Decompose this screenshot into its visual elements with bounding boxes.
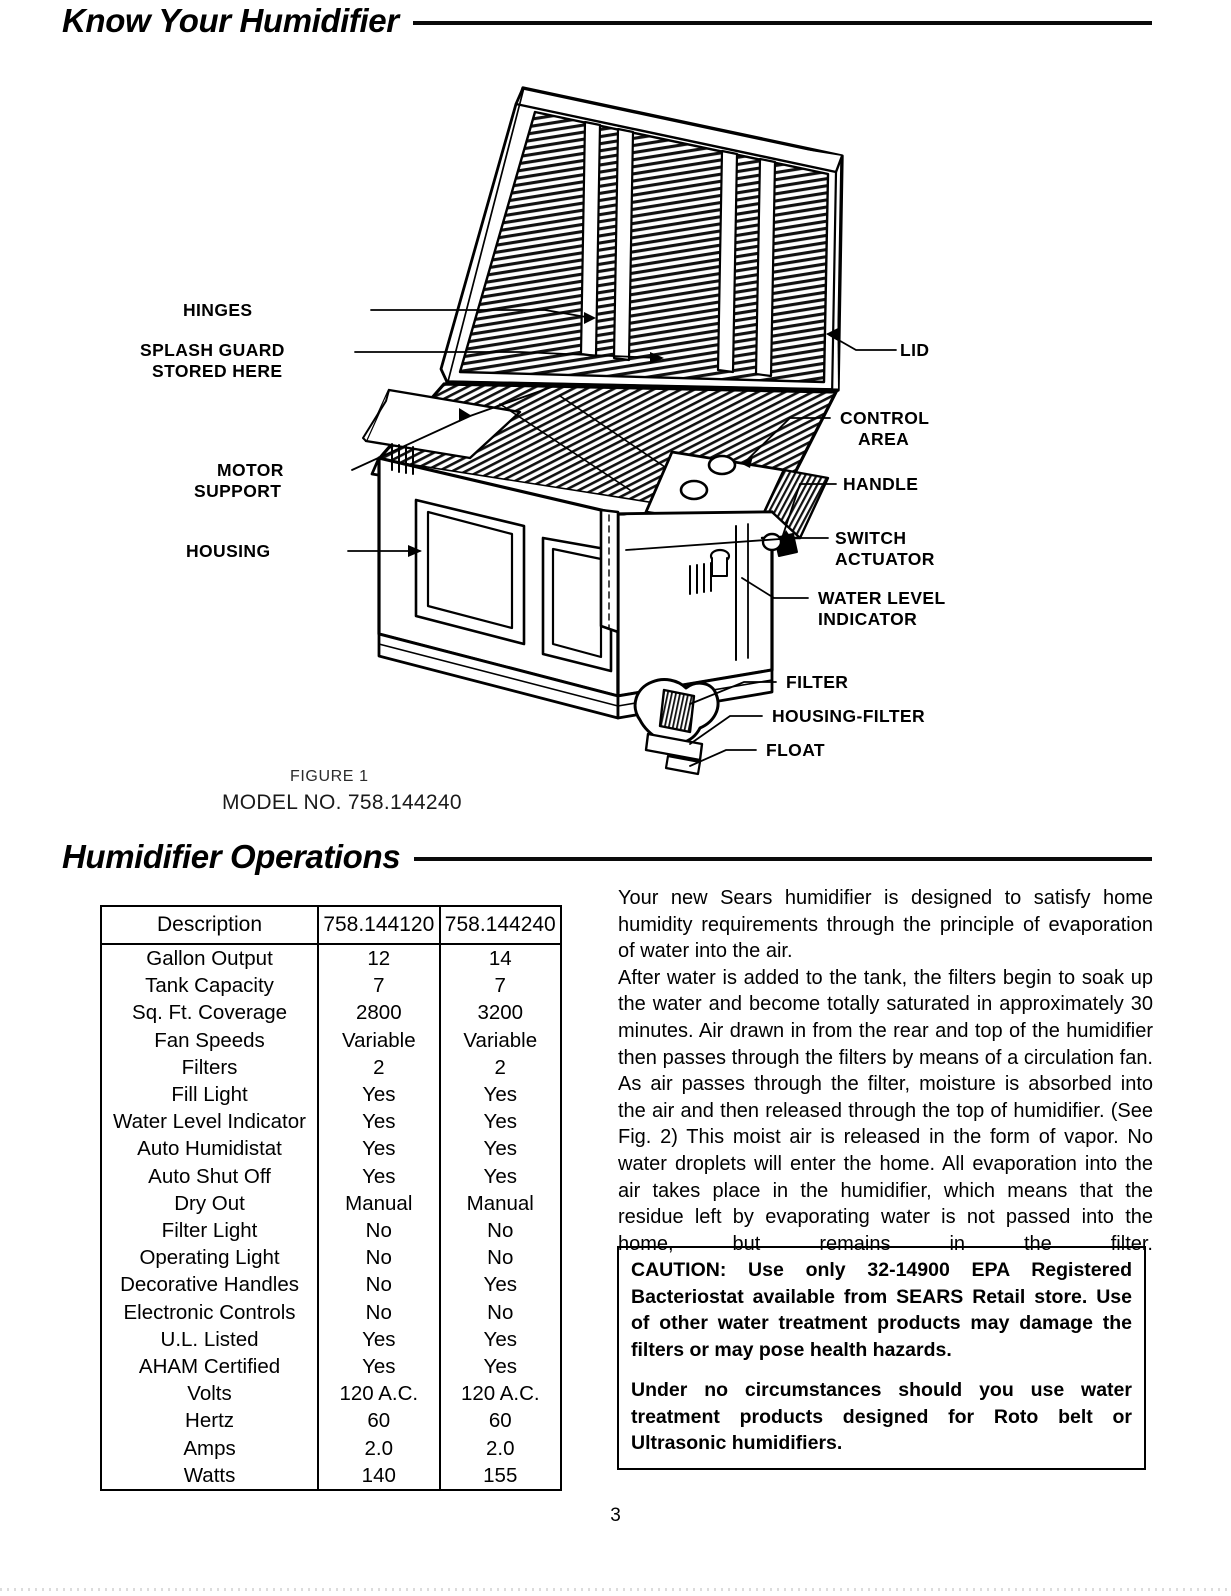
cell-model-758144240: Yes xyxy=(440,1135,561,1162)
diagram-label-housing-filter: HOUSING-FILTER xyxy=(772,706,926,726)
table-row xyxy=(101,1108,561,1135)
table-row xyxy=(101,1054,561,1081)
figure-model-caption: MODEL NO. 758.144240 xyxy=(222,791,462,814)
cell-description: Watts xyxy=(101,1462,318,1490)
table-row xyxy=(101,1135,561,1162)
table-row xyxy=(101,1081,561,1108)
caution-box xyxy=(617,1246,1146,1470)
cell-description: Fan Speeds xyxy=(154,1028,265,1052)
cell-description: Auto Shut Off xyxy=(148,1164,271,1188)
cell-model-758144240: Yes xyxy=(440,1163,561,1190)
cell-description: Dry Out xyxy=(174,1191,245,1215)
diagram-label-lid: LID xyxy=(900,340,930,360)
cell-description: U.L. Listed xyxy=(160,1327,259,1351)
cell-model-758144120: 2 xyxy=(318,1054,439,1081)
diagram-label-float: FLOAT xyxy=(766,740,826,760)
cell-model-758144240: Yes xyxy=(440,1353,561,1380)
cell-model-758144240: Manual xyxy=(440,1190,561,1217)
table-header-row xyxy=(101,906,561,944)
cell-model-758144120: Manual xyxy=(318,1190,439,1217)
figure-1-diagram xyxy=(0,60,1231,814)
section-title-text-operations: Humidifier Operations xyxy=(62,838,401,875)
cell-model-758144120: No xyxy=(318,1299,439,1326)
table-row xyxy=(101,1271,561,1298)
cell-model-758144120: 120 A.C. xyxy=(318,1380,439,1407)
specifications-table xyxy=(100,905,562,1491)
table-row xyxy=(101,1353,561,1380)
cell-description: Amps xyxy=(183,1436,236,1460)
scan-edge-artifact xyxy=(0,1588,1231,1591)
cell-description: Fill Light xyxy=(171,1083,248,1107)
cell-model-758144240: 2 xyxy=(440,1054,561,1081)
cell-model-758144240: Yes xyxy=(440,1271,561,1298)
caution-paragraph-1: CAUTION: Use only 32-14900 EPA Registered Bacteriostat available from SEARS Retail store. Use of other water treatment products may damage the filters or may pose health hazards. xyxy=(631,1259,1132,1361)
cell-model-758144120: 7 xyxy=(318,972,439,999)
cell-description: Operating Light xyxy=(139,1246,280,1270)
diagram-label-water-level-line1: WATER LEVEL xyxy=(818,588,946,608)
cell-model-758144120: Yes xyxy=(318,1081,439,1108)
cell-description: Filters xyxy=(181,1055,238,1079)
cell-model-758144120: No xyxy=(318,1244,439,1271)
cell-model-758144240: Yes xyxy=(440,1081,561,1108)
diagram-label-filter: FILTER xyxy=(786,672,849,692)
section-heading-humidifier-operations xyxy=(62,838,1152,876)
cell-model-758144240: 155 xyxy=(440,1462,561,1490)
specifications-table-container xyxy=(100,905,562,1491)
cell-model-758144240: No xyxy=(440,1217,561,1244)
diagram-label-motor-line1: MOTOR xyxy=(217,460,284,480)
diagram-label-switch-line2: ACTUATOR xyxy=(835,549,935,569)
table-row xyxy=(101,972,561,999)
caution-paragraph-2: Under no circumstances should you use water treatment products designed for Roto belt or Ultrasonic humidifiers. xyxy=(631,1379,1132,1454)
table-row xyxy=(101,1407,561,1434)
table-row xyxy=(101,1027,561,1054)
cell-model-758144240: No xyxy=(440,1299,561,1326)
diagram-label-hinges: HINGES xyxy=(183,300,253,320)
cell-model-758144120: Yes xyxy=(318,1108,439,1135)
table-row xyxy=(101,1217,561,1244)
cell-description: AHAM Certified xyxy=(138,1355,281,1379)
column-header-model-758144120: 758.144120 xyxy=(318,906,439,944)
table-row xyxy=(101,999,561,1026)
cell-description: Filter Light xyxy=(161,1219,258,1243)
cell-model-758144240: 60 xyxy=(440,1407,561,1434)
table-row xyxy=(101,1326,561,1353)
figure-number-caption: FIGURE 1 xyxy=(290,768,369,785)
table-header xyxy=(101,906,561,944)
cell-model-758144240: 14 xyxy=(440,944,561,972)
diagram-label-splash-guard-line2: STORED HERE xyxy=(152,361,283,381)
section-rule-operations xyxy=(414,857,1152,861)
cell-model-758144120: Yes xyxy=(318,1353,439,1380)
cell-model-758144120: 2.0 xyxy=(318,1435,439,1462)
cell-model-758144120: No xyxy=(318,1271,439,1298)
diagram-label-water-level-line2: INDICATOR xyxy=(818,609,918,629)
cell-model-758144240: Variable xyxy=(440,1027,561,1054)
cell-model-758144240: 7 xyxy=(440,972,561,999)
section-title-text: Know Your Humidifier xyxy=(62,2,399,39)
cell-model-758144120: Variable xyxy=(318,1027,439,1054)
column-header-model-758144240: 758.144240 xyxy=(440,906,561,944)
cell-model-758144120: 2800 xyxy=(318,999,439,1026)
table-row xyxy=(101,1299,561,1326)
body-paragraph-2: After water is added to the tank, the filters begin to soak up the water and become totally saturated in approximately 30 minutes. Air drawn in from the rear and top of the humidifier then passes through the filters by means of a circulation fan. As air passes through the filter, moisture is absorbed into the air and then released through the top of humidifier. (See Fig. 2) This moist air is released in the form of vapor. No water droplets will enter the home. All evaporation into the air takes place in the humidifier, which means that the residue left by evaporating water is not passed into the home, but remains in the filter. xyxy=(618,966,1153,1255)
cell-model-758144240: Yes xyxy=(440,1326,561,1353)
diagram-label-splash-guard-line1: SPLASH GUARD xyxy=(140,340,285,360)
cell-model-758144240: Yes xyxy=(440,1108,561,1135)
cell-description: Auto Humidistat xyxy=(137,1137,282,1161)
cell-description: Electronic Controls xyxy=(123,1300,296,1324)
table-row xyxy=(101,1163,561,1190)
diagram-label-motor-line2: SUPPORT xyxy=(194,481,282,501)
cell-model-758144240: 120 A.C. xyxy=(440,1380,561,1407)
diagram-label-handle: HANDLE xyxy=(843,474,919,494)
diagram-label-control-line2: AREA xyxy=(858,429,910,449)
cell-model-758144240: No xyxy=(440,1244,561,1271)
operations-body-text xyxy=(618,885,1153,1284)
column-header-description: Description xyxy=(101,906,318,944)
humidifier-line-drawing xyxy=(0,60,1231,780)
cell-model-758144120: Yes xyxy=(318,1135,439,1162)
table-row xyxy=(101,1435,561,1462)
body-paragraph-1: Your new Sears humidifier is designed to satisfy home humidity requirements through the principle of evaporation of water into the air. xyxy=(618,887,1153,963)
cell-model-758144120: 140 xyxy=(318,1462,439,1490)
table-row xyxy=(101,1380,561,1407)
table-row xyxy=(101,944,561,972)
table-row xyxy=(101,1190,561,1217)
table-row xyxy=(101,1244,561,1271)
cell-model-758144120: No xyxy=(318,1217,439,1244)
diagram-label-switch-line1: SWITCH xyxy=(835,528,907,548)
cell-description: Hertz xyxy=(185,1409,235,1433)
cell-model-758144120: 60 xyxy=(318,1407,439,1434)
cell-description: Sq. Ft. Coverage xyxy=(132,1001,288,1025)
cell-model-758144120: 12 xyxy=(318,944,439,972)
diagram-label-control-line1: CONTROL xyxy=(840,408,930,428)
table-body xyxy=(101,944,561,1490)
cell-model-758144240: 2.0 xyxy=(440,1435,561,1462)
cell-description: Tank Capacity xyxy=(145,974,274,998)
cell-description: Decorative Handles xyxy=(120,1273,299,1297)
cell-description: Gallon Output xyxy=(101,944,318,972)
cell-model-758144120: Yes xyxy=(318,1163,439,1190)
cell-description: Water Level Indicator xyxy=(113,1110,306,1134)
cell-model-758144120: Yes xyxy=(318,1326,439,1353)
diagram-label-housing: HOUSING xyxy=(186,541,271,561)
cell-description: Volts xyxy=(187,1382,232,1406)
page-number: 3 xyxy=(610,1505,621,1526)
table-row xyxy=(101,1462,561,1490)
section-heading-know-your-humidifier xyxy=(62,2,1152,40)
cell-model-758144240: 3200 xyxy=(440,999,561,1026)
section-rule xyxy=(413,21,1152,25)
